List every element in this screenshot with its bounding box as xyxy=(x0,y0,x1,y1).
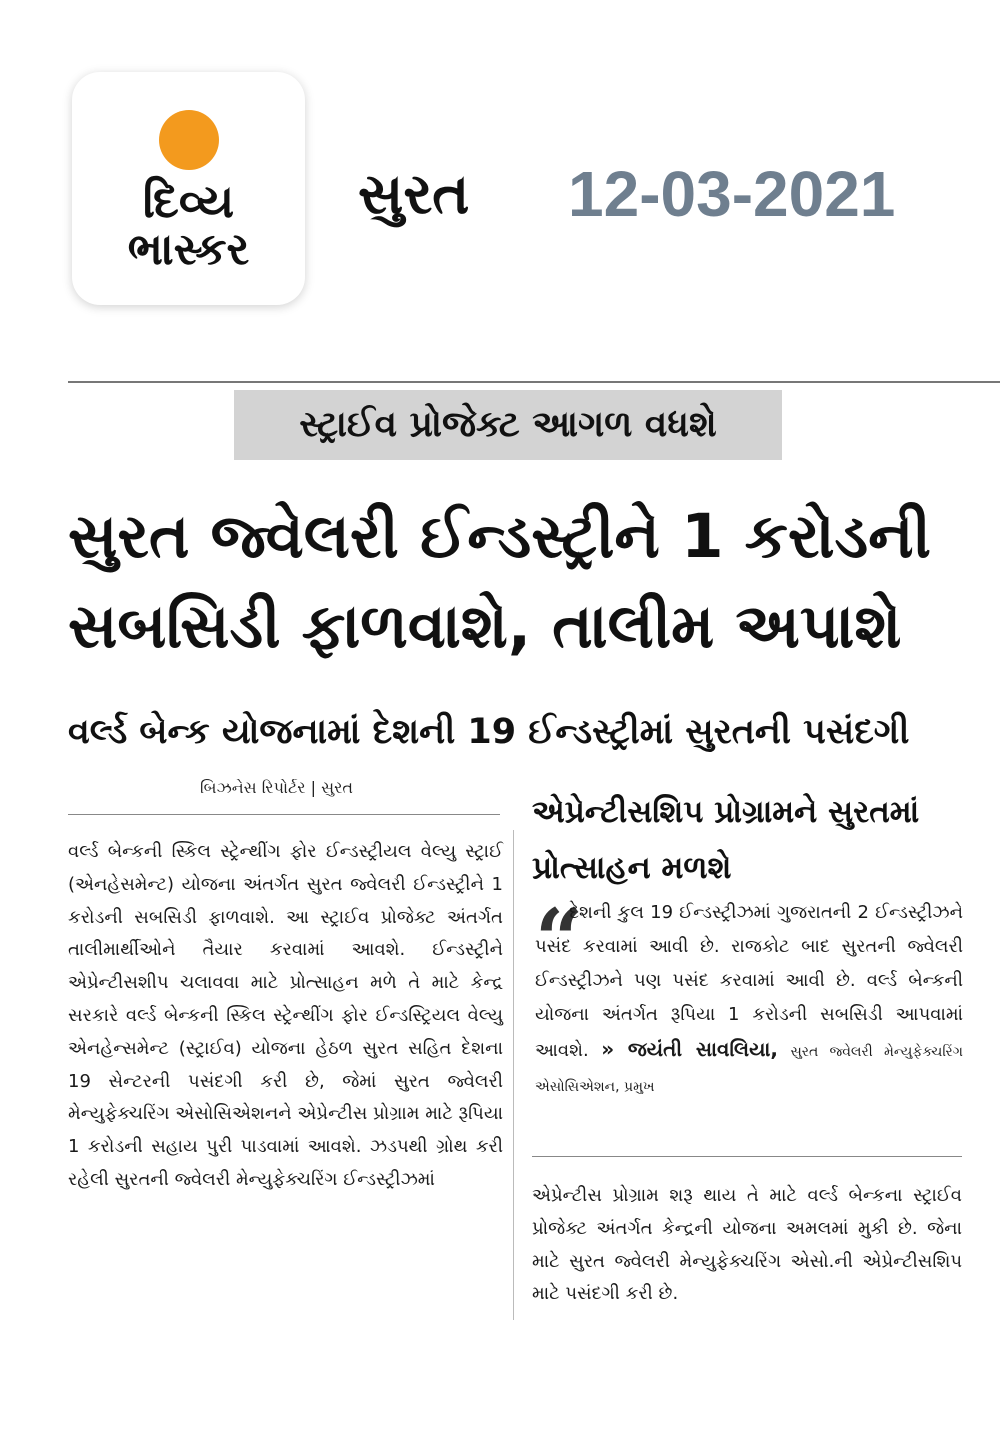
logo-sun-icon xyxy=(159,110,219,170)
article-byline: બિઝનેસ રિપોર્ટર | સુરત xyxy=(200,778,353,797)
article-subheadline: વર્લ્ડ બેન્ક યોજનામાં દેશની 19 ઈન્ડસ્ટ્રીમાં સુરતની પસંદગી xyxy=(68,712,910,752)
divya-bhaskar-logo xyxy=(72,72,305,305)
edition-date: 12-03-2021 xyxy=(568,158,896,230)
quote-text: દેશની કુલ 19 ઈન્ડસ્ટ્રીઝમાં ગુજરાતની 2 ઈન્ડસ્ટ્રીઝને પસંદ કરવામાં આવી છે. રાજકોટ બાદ સુરતની જ્વેલરી ઈન્ડસ્ટ્રીઝને પણ પસંદ કરવામાં આવી છે. વર્લ્ડ બેન્કની યોજના અંતર્ગત રૂપિયા 1 કરોડની સબસિડી આપવામાં આવશે. xyxy=(535,902,963,1061)
article-kicker: સ્ટ્રાઈવ પ્રોજેક્ટ આગળ વધશે xyxy=(234,390,782,460)
edition-city: સુરત xyxy=(358,162,470,227)
byline-divider xyxy=(68,814,500,815)
pull-quote xyxy=(535,890,963,1104)
headline-line-1: સુરત જ્વેલરી ઈન્ડસ્ટ્રીને 1 કરોડની xyxy=(68,501,931,572)
box-headline: એપ્રેન્ટીસશિપ પ્રોગ્રામને સુરતમાં પ્રોત્સાહન મળશે xyxy=(532,794,920,886)
logo-text-line1: દિવ્ય xyxy=(142,174,235,228)
top-divider xyxy=(68,381,1000,383)
quote-divider xyxy=(532,1156,962,1157)
column-divider xyxy=(513,830,514,1320)
quote-attribution-name: » જયંતી સાવલિયા, xyxy=(601,1037,778,1061)
article-body-right: એપ્રેન્ટીસ પ્રોગ્રામ શરૂ થાય તે માટે વર્લ્ડ બેન્કના સ્ટ્રાઈવ પ્રોજેક્ટ અંતર્ગત કેન્દ્રની યોજના અમલમાં મુકી છે. જેના માટે સુરત જ્વેલરી મેન્યુફેક્ચરિંગ એસો.ની એપ્રેન્ટીસશિપ માટે પસંદગી કરી છે. xyxy=(532,1185,962,1305)
headline-line-2: સબસિડી ફાળવાશે, તાલીમ અપાશે xyxy=(68,591,902,662)
article-body-left: વર્લ્ડ બેન્કની સ્કિલ સ્ટ્રેન્થીંગ ફોર ઈન્ડસ્ટ્રીયલ વેલ્યુ સ્ટ્રાઈ (એનહેસમેન્ટ) યોજના અંતર્ગત સુરત જ્વેલરી ઈન્ડસ્ટ્રીને 1 કરોડની સબસિડી ફાળવાશે. આ સ્ટ્રાઈવ પ્રોજેક્ટ અંતર્ગત તાલીમાર્થીઓને તૈયાર કરવામાં આવશે. ઈન્ડસ્ટ્રીને એપ્રેન્ટીસશીપ ચલાવવા માટે પ્રોત્સાહન મળે તે માટે કેન્દ્ર સરકારે વર્લ્ડ બેન્કની સ્કિલ સ્ટ્રેન્થીંગ ફોર ઈન્ડસ્ટ્રિયલ વેલ્યુ એનહેન્સમેન્ટ (સ્ટ્રાઈવ) યોજના હેઠળ સુરત સહિત દેશના 19 સેન્ટરની પસંદગી કરી છે, જેમાં સુરત જ્વેલરી મેન્યુફેક્ચરિંગ એસોસિએશનને એપ્રેન્ટીસ પ્રોગ્રામ માટે રૂપિયા 1 કરોડની સહાય પુરી પાડવામાં આવશે. ઝડપથી ગ્રોથ કરી રહેલી સુરતની જ્વેલરી મેન્યુફેક્ચરિંગ ઈન્ડસ્ટ્રીઝમાં xyxy=(68,841,503,1190)
article-headline xyxy=(68,492,973,672)
quote-attribution-title: સુરત જ્વેલરી મેન્યુફેક્ચરિંગ એસોસિએશન, પ્રમુખ xyxy=(535,1044,963,1095)
logo-text-line2: ભાસ્કર xyxy=(127,224,250,275)
quote-mark-icon: “ xyxy=(535,890,584,989)
